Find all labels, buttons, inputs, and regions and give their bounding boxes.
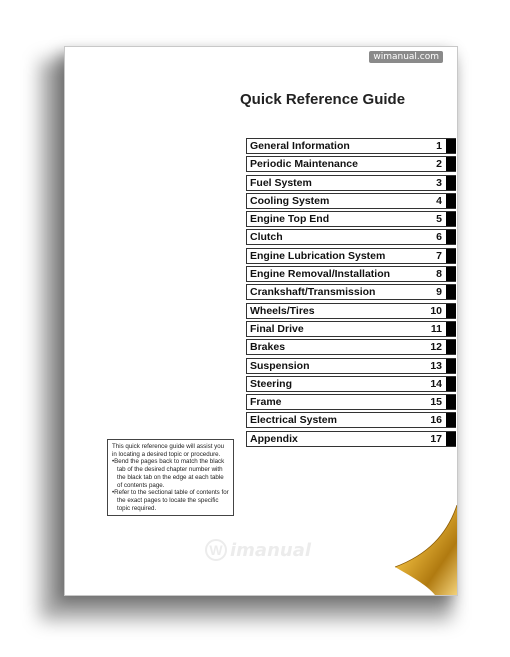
toc-label: Fuel System xyxy=(250,176,312,189)
chapter-tab xyxy=(446,413,456,427)
toc-row[interactable] xyxy=(246,193,456,209)
toc-number: 10 xyxy=(430,304,442,317)
toc-row[interactable] xyxy=(246,211,456,227)
toc-number: 7 xyxy=(436,249,442,262)
toc-row[interactable] xyxy=(246,266,456,282)
toc-label: Cooling System xyxy=(250,194,330,207)
toc-row[interactable] xyxy=(246,248,456,264)
toc-label: Clutch xyxy=(250,231,283,244)
toc-number: 6 xyxy=(436,231,442,244)
toc-label: Periodic Maintenance xyxy=(250,158,358,171)
toc-number: 11 xyxy=(430,322,442,335)
toc-number: 14 xyxy=(430,377,442,390)
toc-label: Brakes xyxy=(250,341,286,354)
chapter-tab xyxy=(446,304,456,318)
toc-row[interactable] xyxy=(246,376,456,392)
chapter-tab xyxy=(446,340,456,354)
toc-label: Engine Top End xyxy=(250,213,330,226)
toc-number: 1 xyxy=(436,140,442,152)
toc-number: 12 xyxy=(430,341,442,354)
toc-label: Steering xyxy=(250,377,293,390)
toc-row[interactable] xyxy=(246,303,456,319)
toc-label: Electrical System xyxy=(250,414,337,427)
logo-icon: W xyxy=(205,539,227,561)
page-curl-icon xyxy=(387,505,457,595)
toc-label: Wheels/Tires xyxy=(250,304,315,317)
toc-number: 2 xyxy=(436,158,442,171)
chapter-tab xyxy=(446,377,456,391)
toc-row[interactable] xyxy=(246,321,456,337)
toc-number: 5 xyxy=(436,213,442,226)
toc-label: Frame xyxy=(250,396,282,409)
chapter-tab xyxy=(446,230,456,244)
toc-row[interactable] xyxy=(246,284,456,300)
chapter-tab xyxy=(446,322,456,336)
toc-number: 9 xyxy=(436,286,442,299)
toc-label: Engine Removal/Installation xyxy=(250,268,391,281)
toc-label: Crankshaft/Transmission xyxy=(250,286,376,299)
toc-row[interactable] xyxy=(246,138,456,154)
chapter-tab xyxy=(446,157,456,171)
toc-number: 8 xyxy=(436,268,442,281)
chapter-tab xyxy=(446,432,456,446)
toc-row[interactable] xyxy=(246,175,456,191)
toc-number: 4 xyxy=(436,194,442,207)
toc-label: Appendix xyxy=(250,432,298,445)
note-intro: This quick reference guide will assist you in locating a desired topic or procedure. xyxy=(112,443,225,458)
logo-watermark xyxy=(205,539,311,561)
site-watermark: wimanual.com xyxy=(369,51,443,63)
note-bullet: •Refer to the sectional table of contents for the exact pages to locate the specific topic required. xyxy=(112,489,229,512)
toc-row[interactable] xyxy=(246,156,456,172)
table-of-contents xyxy=(246,138,456,449)
toc-number: 3 xyxy=(436,176,442,189)
toc-row[interactable] xyxy=(246,431,456,447)
note-bullet: •Bend the pages back to match the black tab of the desired chapter number with the black tab on the edge at each table of contents page. xyxy=(112,458,225,489)
toc-row[interactable] xyxy=(246,412,456,428)
toc-label: Suspension xyxy=(250,359,310,372)
toc-row[interactable] xyxy=(246,229,456,245)
document-page xyxy=(64,46,458,596)
toc-row[interactable] xyxy=(246,358,456,374)
toc-label: Engine Lubrication System xyxy=(250,249,386,262)
toc-number: 13 xyxy=(430,359,442,372)
toc-label: General Information xyxy=(250,140,350,152)
toc-number: 15 xyxy=(430,396,442,409)
chapter-tab xyxy=(446,212,456,226)
usage-note xyxy=(107,439,234,516)
toc-label: Final Drive xyxy=(250,322,304,335)
toc-number: 16 xyxy=(430,414,442,427)
logo-text: imanual xyxy=(230,539,312,561)
chapter-tab xyxy=(446,395,456,409)
chapter-tab xyxy=(446,359,456,373)
chapter-tab xyxy=(446,139,456,153)
chapter-tab xyxy=(446,194,456,208)
chapter-tab xyxy=(446,267,456,281)
toc-row[interactable] xyxy=(246,394,456,410)
page-title: Quick Reference Guide xyxy=(240,91,406,108)
chapter-tab xyxy=(446,249,456,263)
chapter-tab xyxy=(446,285,456,299)
toc-number: 17 xyxy=(430,432,442,445)
toc-row[interactable] xyxy=(246,339,456,355)
chapter-tab xyxy=(446,176,456,190)
